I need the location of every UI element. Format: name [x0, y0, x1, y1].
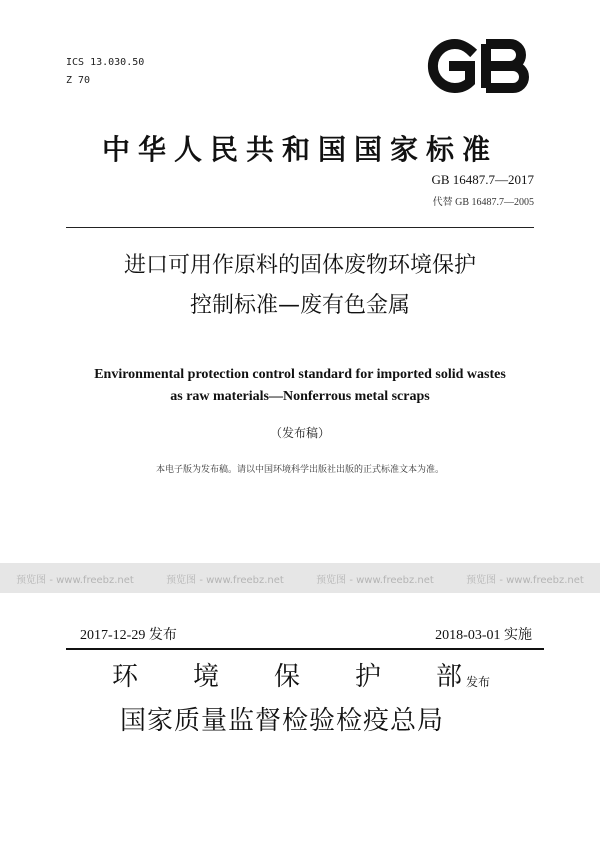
- watermark-text: 预览图 - www.freebz.net: [166, 574, 284, 586]
- issuer-char: 护: [354, 662, 381, 692]
- standard-code: GB 16487.7—2017: [431, 172, 534, 187]
- watermark-text: 预览图 - www.freebz.net: [466, 574, 584, 586]
- draft-label: （发布稿）: [269, 426, 330, 440]
- gb-logo: [424, 38, 534, 94]
- bottom-divider: [66, 648, 544, 650]
- issuer-char: 部: [435, 662, 462, 692]
- replaces-code: 代替 GB 16487.7—2005: [432, 197, 534, 208]
- classification-codes: [66, 56, 144, 92]
- issue-word: 发布: [466, 675, 491, 689]
- watermark-text: 预览图 - www.freebz.net: [16, 574, 134, 586]
- issuer-char: 环: [112, 662, 139, 692]
- issuer-aqsiq: 国家质量监督检验检疫总局: [120, 706, 445, 736]
- title-cn-line2: 控制标准—废有色金属: [189, 293, 410, 318]
- implement-date: 2018-03-01 实施: [435, 628, 532, 643]
- ics-code: ICS 13.030.50: [66, 57, 145, 68]
- preview-watermark-band: [0, 563, 600, 593]
- main-title: 中华人民共和国国家标准: [101, 133, 498, 166]
- title-en-line2: as raw materials—Nonferrous metal scraps: [170, 389, 430, 404]
- watermark-text: 预览图 - www.freebz.net: [316, 574, 434, 586]
- edition-notice: 本电子版为发布稿。请以中国环境科学出版社出版的正式标准文本为准。: [155, 465, 444, 475]
- publish-date: 2017-12-29 发布: [80, 628, 177, 643]
- title-en-line1: Environmental protection control standard for imported solid wastes: [94, 367, 506, 382]
- issuer-char: 保: [273, 662, 300, 692]
- issuer-char: 境: [192, 662, 219, 692]
- title-cn-line1: 进口可用作原料的固体废物环境保护: [123, 253, 476, 278]
- ccs-code: Z 70: [66, 75, 91, 86]
- top-divider: [66, 227, 534, 228]
- issuer-ministry: [112, 656, 462, 693]
